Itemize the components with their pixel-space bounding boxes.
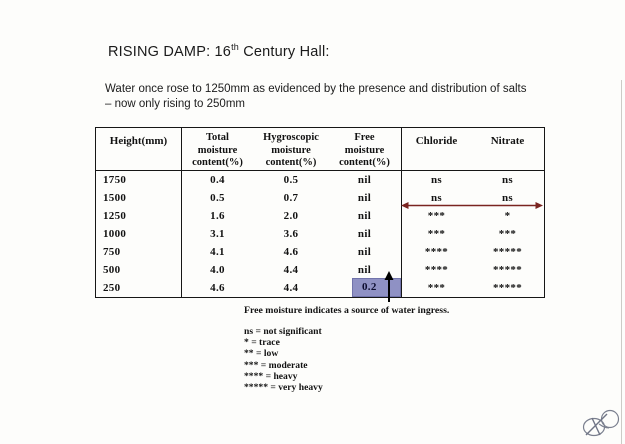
legend-item-heavy: **** = heavy [244,370,298,382]
legend-item-trace: * = trace [244,337,280,349]
cell-hygroscopic: 0.7 [283,192,299,205]
free-moisture-note: Free moisture indicates a source of water ingress. [244,305,450,316]
table-row [96,243,543,261]
cell-height: 250 [103,281,121,294]
table-row [96,207,543,225]
cell-free: nil [357,227,372,240]
moisture-table [95,127,545,298]
table-header-separator [96,170,544,171]
cell-hygroscopic: 2.0 [283,210,299,223]
scan-edge-shadow [621,80,622,444]
page-title-text: RISING DAMP: 16 [108,43,232,60]
table-divider-before-chloride [401,128,402,297]
rising-damp-up-arrow-icon [382,271,396,304]
table-body [96,172,543,297]
table-row [96,172,543,190]
handwritten-initials-mark [579,406,621,442]
cell-hygroscopic: 0.5 [283,174,299,187]
cell-chloride: **** [424,263,449,276]
table-row [96,261,543,279]
cell-nitrate: ***** [493,281,522,294]
cell-chloride: ns [431,192,442,205]
cell-chloride: *** [427,210,446,223]
cell-chloride: **** [424,245,449,258]
table-row [96,279,543,297]
cell-chloride: *** [427,281,446,294]
cell-chloride: ns [431,174,442,187]
cell-total: 0.4 [210,174,225,187]
intro-line-1: Water once rose to 1250mm as evidenced by the presence and distribution of salts [105,83,527,95]
legend-item-very-heavy: ***** = very heavy [244,382,323,394]
cell-nitrate: ns [502,192,513,205]
cell-total: 3.1 [210,227,225,240]
cell-total: 1.6 [210,210,225,223]
cell-free: nil [357,245,372,258]
header-hygroscopic-moisture: Hygroscopic moisture content(%) [263,132,319,169]
header-total-moisture: Total moisture content(%) [192,132,243,169]
cell-nitrate: *** [498,227,517,240]
legend-item-ns: ns = not significant [244,326,322,337]
cell-height: 1250 [103,210,127,223]
cell-hygroscopic: 3.6 [283,227,299,240]
symbol-legend [244,326,323,393]
cell-free: nil [357,210,372,223]
cell-total: 4.0 [210,263,225,276]
cell-nitrate: * [504,210,511,223]
cell-height: 1000 [103,227,127,240]
table-divider-after-height [181,128,182,297]
intro-paragraph [105,82,545,112]
header-free-moisture: Free moisture content(%) [339,132,390,169]
cell-nitrate: ***** [493,263,522,276]
cell-nitrate: ***** [493,245,522,258]
intro-line-2: – now only rising to 250mm [105,98,245,110]
cell-total: 0.5 [210,192,225,205]
header-height: Height(mm) [109,135,168,147]
page-title-suffix: Century Hall: [238,43,330,60]
header-chloride: Chloride [415,135,458,147]
cell-free: nil [357,263,372,276]
cell-hygroscopic: 4.4 [283,281,299,294]
cell-chloride: *** [427,227,446,240]
page-title [108,42,330,60]
header-nitrate: Nitrate [490,135,525,147]
title-superscript: th [231,42,239,52]
cell-height: 1750 [103,174,127,187]
legend-item-moderate: *** = moderate [244,359,308,371]
cell-total: 4.1 [210,245,225,258]
highlighted-free-value: 0.2 [362,281,377,293]
salt-band-range-arrow [401,201,543,210]
cell-hygroscopic: 4.4 [283,263,299,276]
cell-free: nil [357,192,372,205]
cell-height: 750 [103,245,121,258]
cell-total: 4.6 [210,281,225,294]
legend-item-low: ** = low [244,348,279,360]
cell-height: 500 [103,263,121,276]
table-row [96,225,543,243]
cell-height: 1500 [103,192,127,205]
table-header-row [96,128,543,170]
cell-hygroscopic: 4.6 [283,245,299,258]
cell-nitrate: ns [502,174,513,187]
cell-free: nil [357,174,372,187]
